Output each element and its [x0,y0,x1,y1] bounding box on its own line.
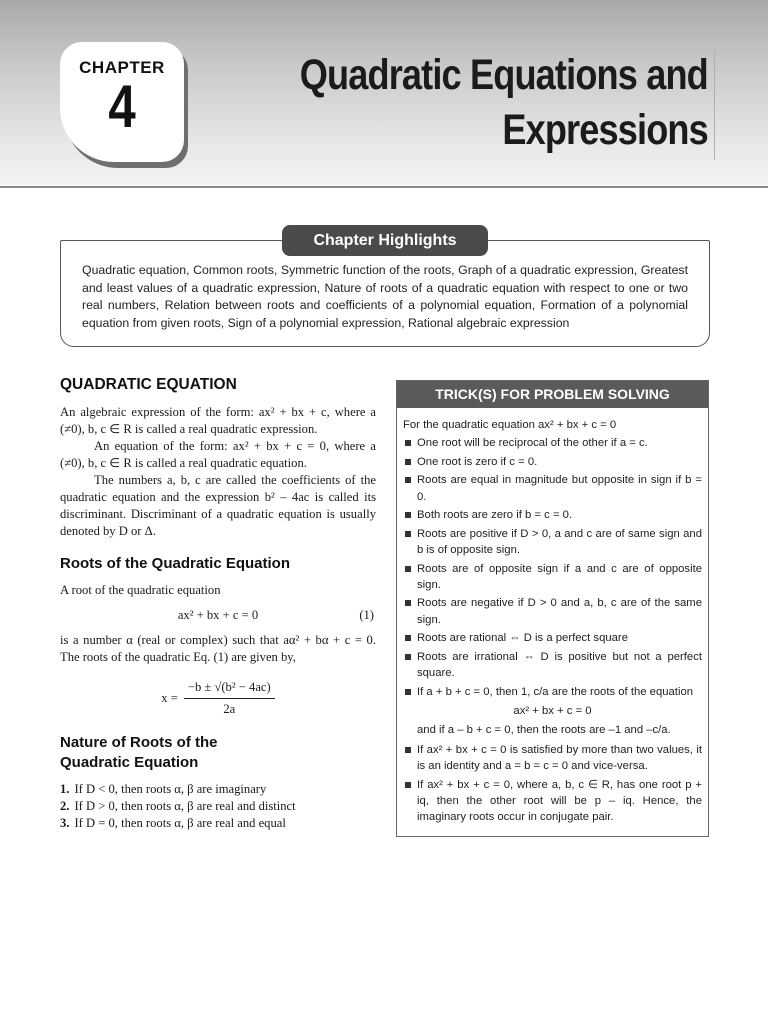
list-item: Roots are irrational ⇔ D is positive but not a perfect square. [403,649,702,681]
tricks-intro: For the quadratic equation ax² + bx + c = 0 [403,419,617,431]
formula-fraction [184,680,275,717]
equation-1 [60,607,376,624]
equation-1-number: (1) [359,608,374,622]
list-item: One root is zero if c = 0. [403,454,702,470]
banner-divider [0,186,768,188]
list-item-number: 3. [60,816,70,830]
list-item-text: If D = 0, then roots α, β are real and equal [74,816,286,830]
equation-1-text: ax² + bx + c = 0 [177,608,259,622]
paragraph-discriminant: The numbers a, b, c are called the coefficients of the quadratic equation and the expression b² – 4ac is called its discriminant. Discriminant of a quadratic equation is usually denoted by D or Δ. [60,473,376,538]
subheading-nature-line1: Nature of Roots of the [60,734,218,751]
list-item: Roots are negative if D > 0 and a, b, c are of the same sign. [403,595,702,627]
list-item: Both roots are zero if b = c = 0. [403,507,702,523]
left-column [60,376,376,832]
list-item: Roots are of opposite sign if a and c are of opposite sign. [403,561,702,593]
paragraph-root-def: A root of the quadratic equation [60,583,221,597]
paragraph-equation: An equation of the form: ax² + bx + c = 0, where a (≠0), b, c ∈ R is called a real quadratic equation. [60,439,376,470]
tricks-after-equation: and if a – b + c = 0, then the roots are –1 and –c/a. [417,723,671,736]
chapter-label: CHAPTER [79,58,165,77]
nature-list [60,781,376,832]
highlights-text: Quadratic equation, Common roots, Symmetric function of the roots, Graph of a quadratic expression, Greatest and least values of a quadratic expression, Nature of roots of a quadratic equation with respect to one or two real numbers, Relation between roots and coefficients of a polynomial equation, Formation of a polynomial equation from given roots, Sign of a polynomial expression, Rational algebraic expression [82,263,688,330]
list-item-text: If D < 0, then roots α, β are imaginary [74,782,267,796]
tricks-list [403,435,702,700]
section-heading-quadratic-equation: QUADRATIC EQUATION [60,376,237,393]
chapter-title-line2: Expressions [502,106,708,154]
list-item: One root will be reciprocal of the other if a = c. [403,435,702,451]
paragraph-roots-given: is a number α (real or complex) such that aα² + bα + c = 0. The roots of the quadratic Eq. (1) are given by, [60,633,376,664]
list-item: If ax² + bx + c = 0 is satisfied by more than two values, it is an identity and a = b = c = 0 and vice-versa. [403,742,702,774]
list-item-text: If D > 0, then roots α, β are real and distinct [74,799,296,813]
tricks-center-equation: ax² + bx + c = 0 [513,704,592,717]
formula-denominator: 2a [223,702,236,716]
paragraph-expression: An algebraic expression of the form: ax² + bx + c, where a (≠0), b, c ∈ R is called a real quadratic expression. [60,405,376,436]
list-item-number: 2. [60,799,70,813]
quadratic-formula [60,680,376,717]
formula-numerator: −b ± √(b² − 4ac) [184,680,275,699]
list-item: Roots are rational ⇔ D is a perfect square [403,630,702,646]
formula-lhs: x = [161,691,178,705]
list-item-number: 1. [60,782,70,796]
chapter-badge [60,42,184,162]
list-item [60,815,376,832]
list-item: If a + b + c = 0, then 1, c/a are the roots of the equation [403,684,702,700]
tricks-body [397,408,708,826]
tricks-heading: TRICK(S) FOR PROBLEM SOLVING [397,381,708,408]
list-item: Roots are equal in magnitude but opposite in sign if b = 0. [403,472,702,504]
list-item: Roots are positive if D > 0, a and c are of same sign and b is of opposite sign. [403,526,702,558]
tricks-list-2 [403,742,702,825]
chapter-title-line1: Quadratic Equations and [299,51,708,99]
title-rule [714,50,715,160]
list-item: If ax² + bx + c = 0, where a, b, c ∈ R, has one root p + iq, then the other root will be p – iq. Hence, the imaginary roots occur in conjugate pair. [403,777,702,826]
tricks-box [396,380,709,837]
highlights-badge: Chapter Highlights [282,225,488,256]
subheading-roots: Roots of the Quadratic Equation [60,555,291,572]
chapter-title [300,48,708,158]
chapter-number: 4 [108,73,136,140]
list-item [60,798,376,815]
list-item [60,781,376,798]
subheading-nature-line2: Quadratic Equation [60,754,199,771]
subheading-nature [60,733,376,773]
